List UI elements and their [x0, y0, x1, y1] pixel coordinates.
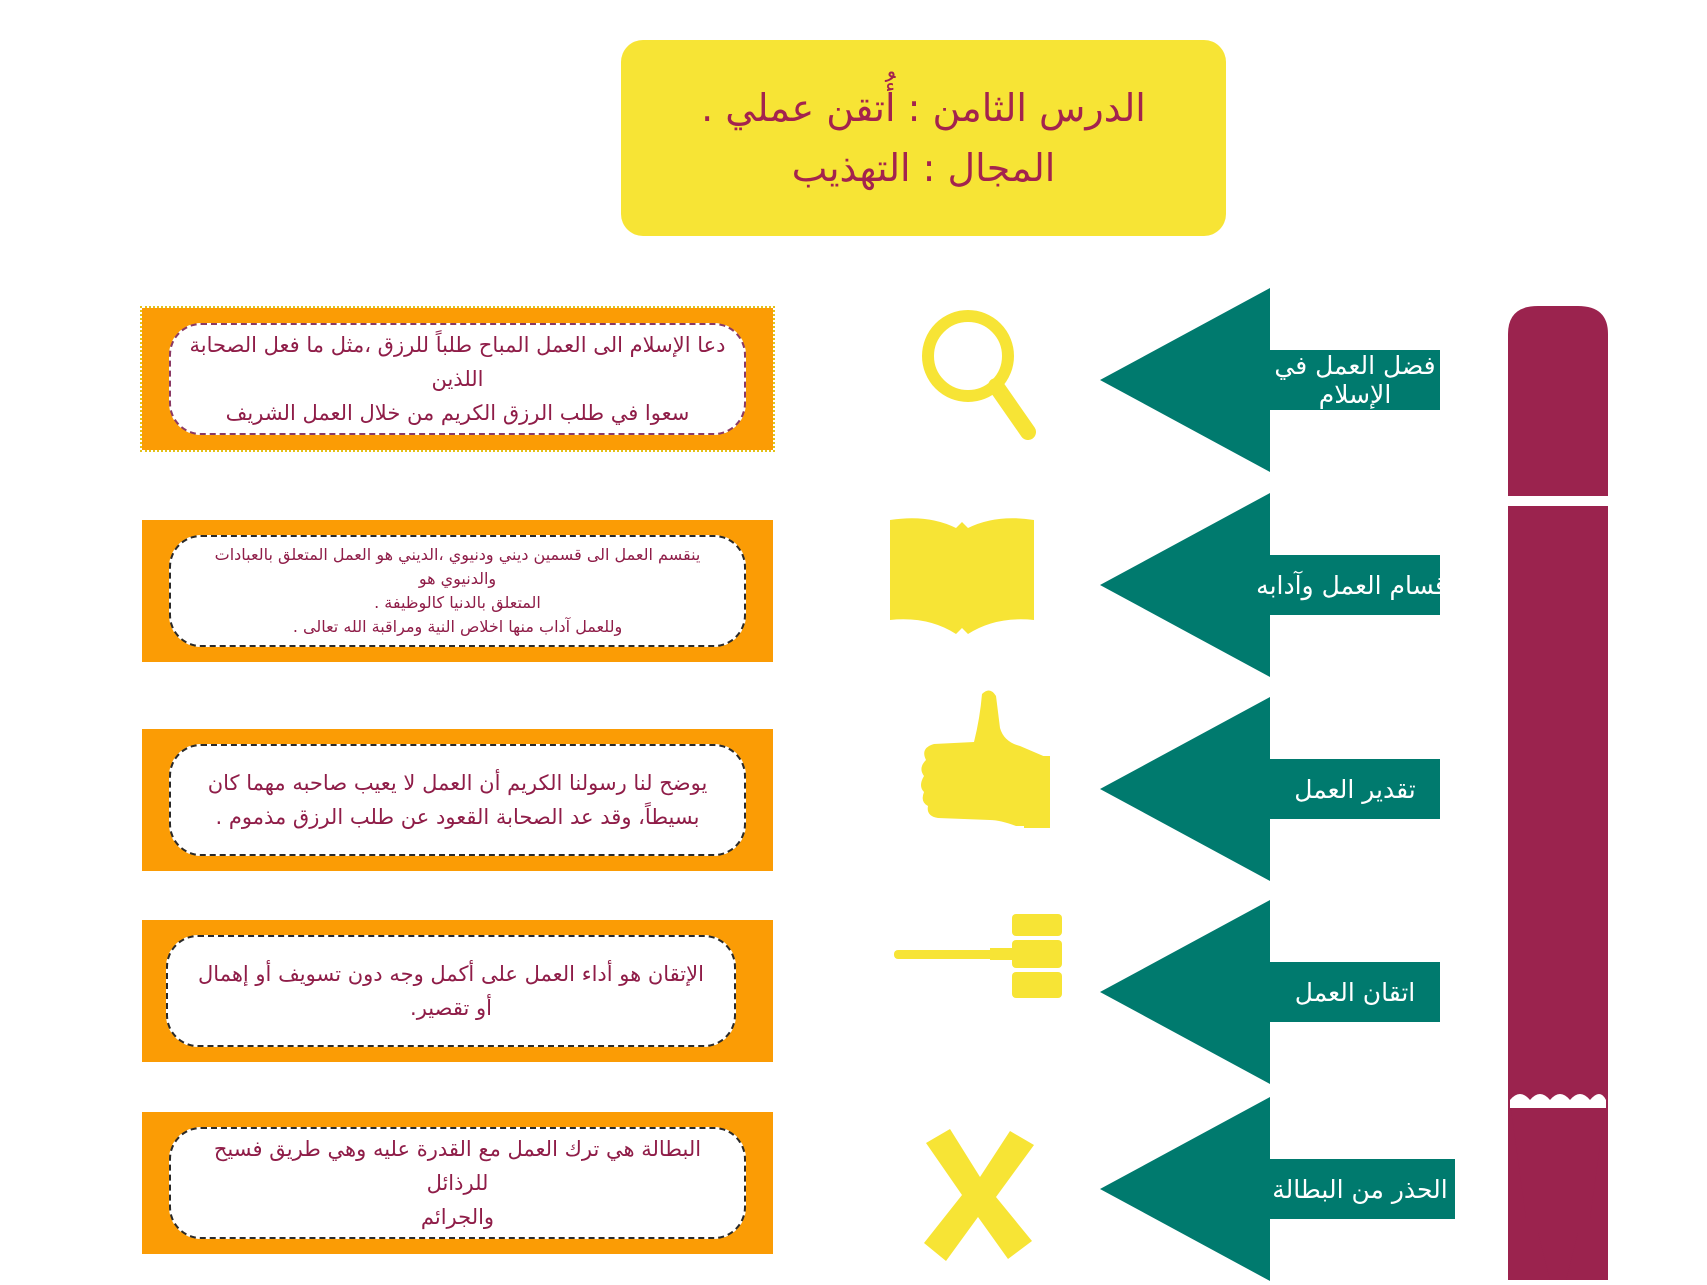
- info-card-2: [142, 520, 773, 662]
- open-book-icon: [888, 516, 1036, 636]
- topic-arrow-2: [1100, 493, 1460, 677]
- magnifier-icon: [916, 304, 1036, 440]
- gavel-icon: [894, 912, 1066, 1002]
- info-card-text: ينقسم العمل الى قسمين ديني ودنيوي ،الديني هو العمل المتعلق بالعبادات والدنيوي هو المتعلق بالدنيا كالوظيفة . وللعمل آداب منها اخلاص النية ومراقبة الله تعالى .: [169, 535, 746, 647]
- lesson-title-box: [621, 40, 1226, 236]
- topic-arrow-3: [1100, 697, 1460, 881]
- topic-label: اتقان العمل: [1294, 977, 1416, 1007]
- topic-label: تقدير العمل: [1294, 774, 1416, 804]
- info-card-1: [142, 308, 773, 450]
- x-mark-icon: [920, 1125, 1036, 1261]
- info-card-text: يوضح لنا رسولنا الكريم أن العمل لا يعيب صاحبه مهما كان بسيطاً، وقد عد الصحابة القعود عن طلب الرزق مذموم .: [169, 744, 746, 856]
- topic-label: أقسام العمل وآدابه: [1256, 570, 1454, 600]
- info-card-text: الإتقان هو أداء العمل على أكمل وجه دون تسويف أو إهمال أو تقصير.: [166, 935, 736, 1047]
- lesson-title: الدرس الثامن : أُتقن عملي .: [701, 86, 1146, 130]
- topic-label: فضل العمل في الإسلام: [1274, 351, 1436, 409]
- info-card-text: دعا الإسلام الى العمل المباح طلباً للرزق ،مثل ما فعل الصحابة اللذين سعوا في طلب الرزق الكريم من خلال العمل الشريف: [169, 323, 746, 435]
- info-card-3: [142, 729, 773, 871]
- topic-arrow-1: [1100, 288, 1460, 472]
- topic-arrow-4: [1100, 900, 1460, 1084]
- lesson-domain: المجال : التهذيب: [791, 146, 1056, 190]
- info-card-text: البطالة هي ترك العمل مع القدرة عليه وهي طريق فسيح للرذائل والجرائم: [169, 1127, 746, 1239]
- info-card-5: [142, 1112, 773, 1254]
- topic-label: الحذر من البطالة: [1272, 1174, 1448, 1204]
- pencil-icon: [1508, 304, 1608, 1280]
- topic-arrow-5: [1100, 1097, 1460, 1281]
- thumbs-up-icon: [920, 688, 1052, 828]
- info-card-4: [142, 920, 773, 1062]
